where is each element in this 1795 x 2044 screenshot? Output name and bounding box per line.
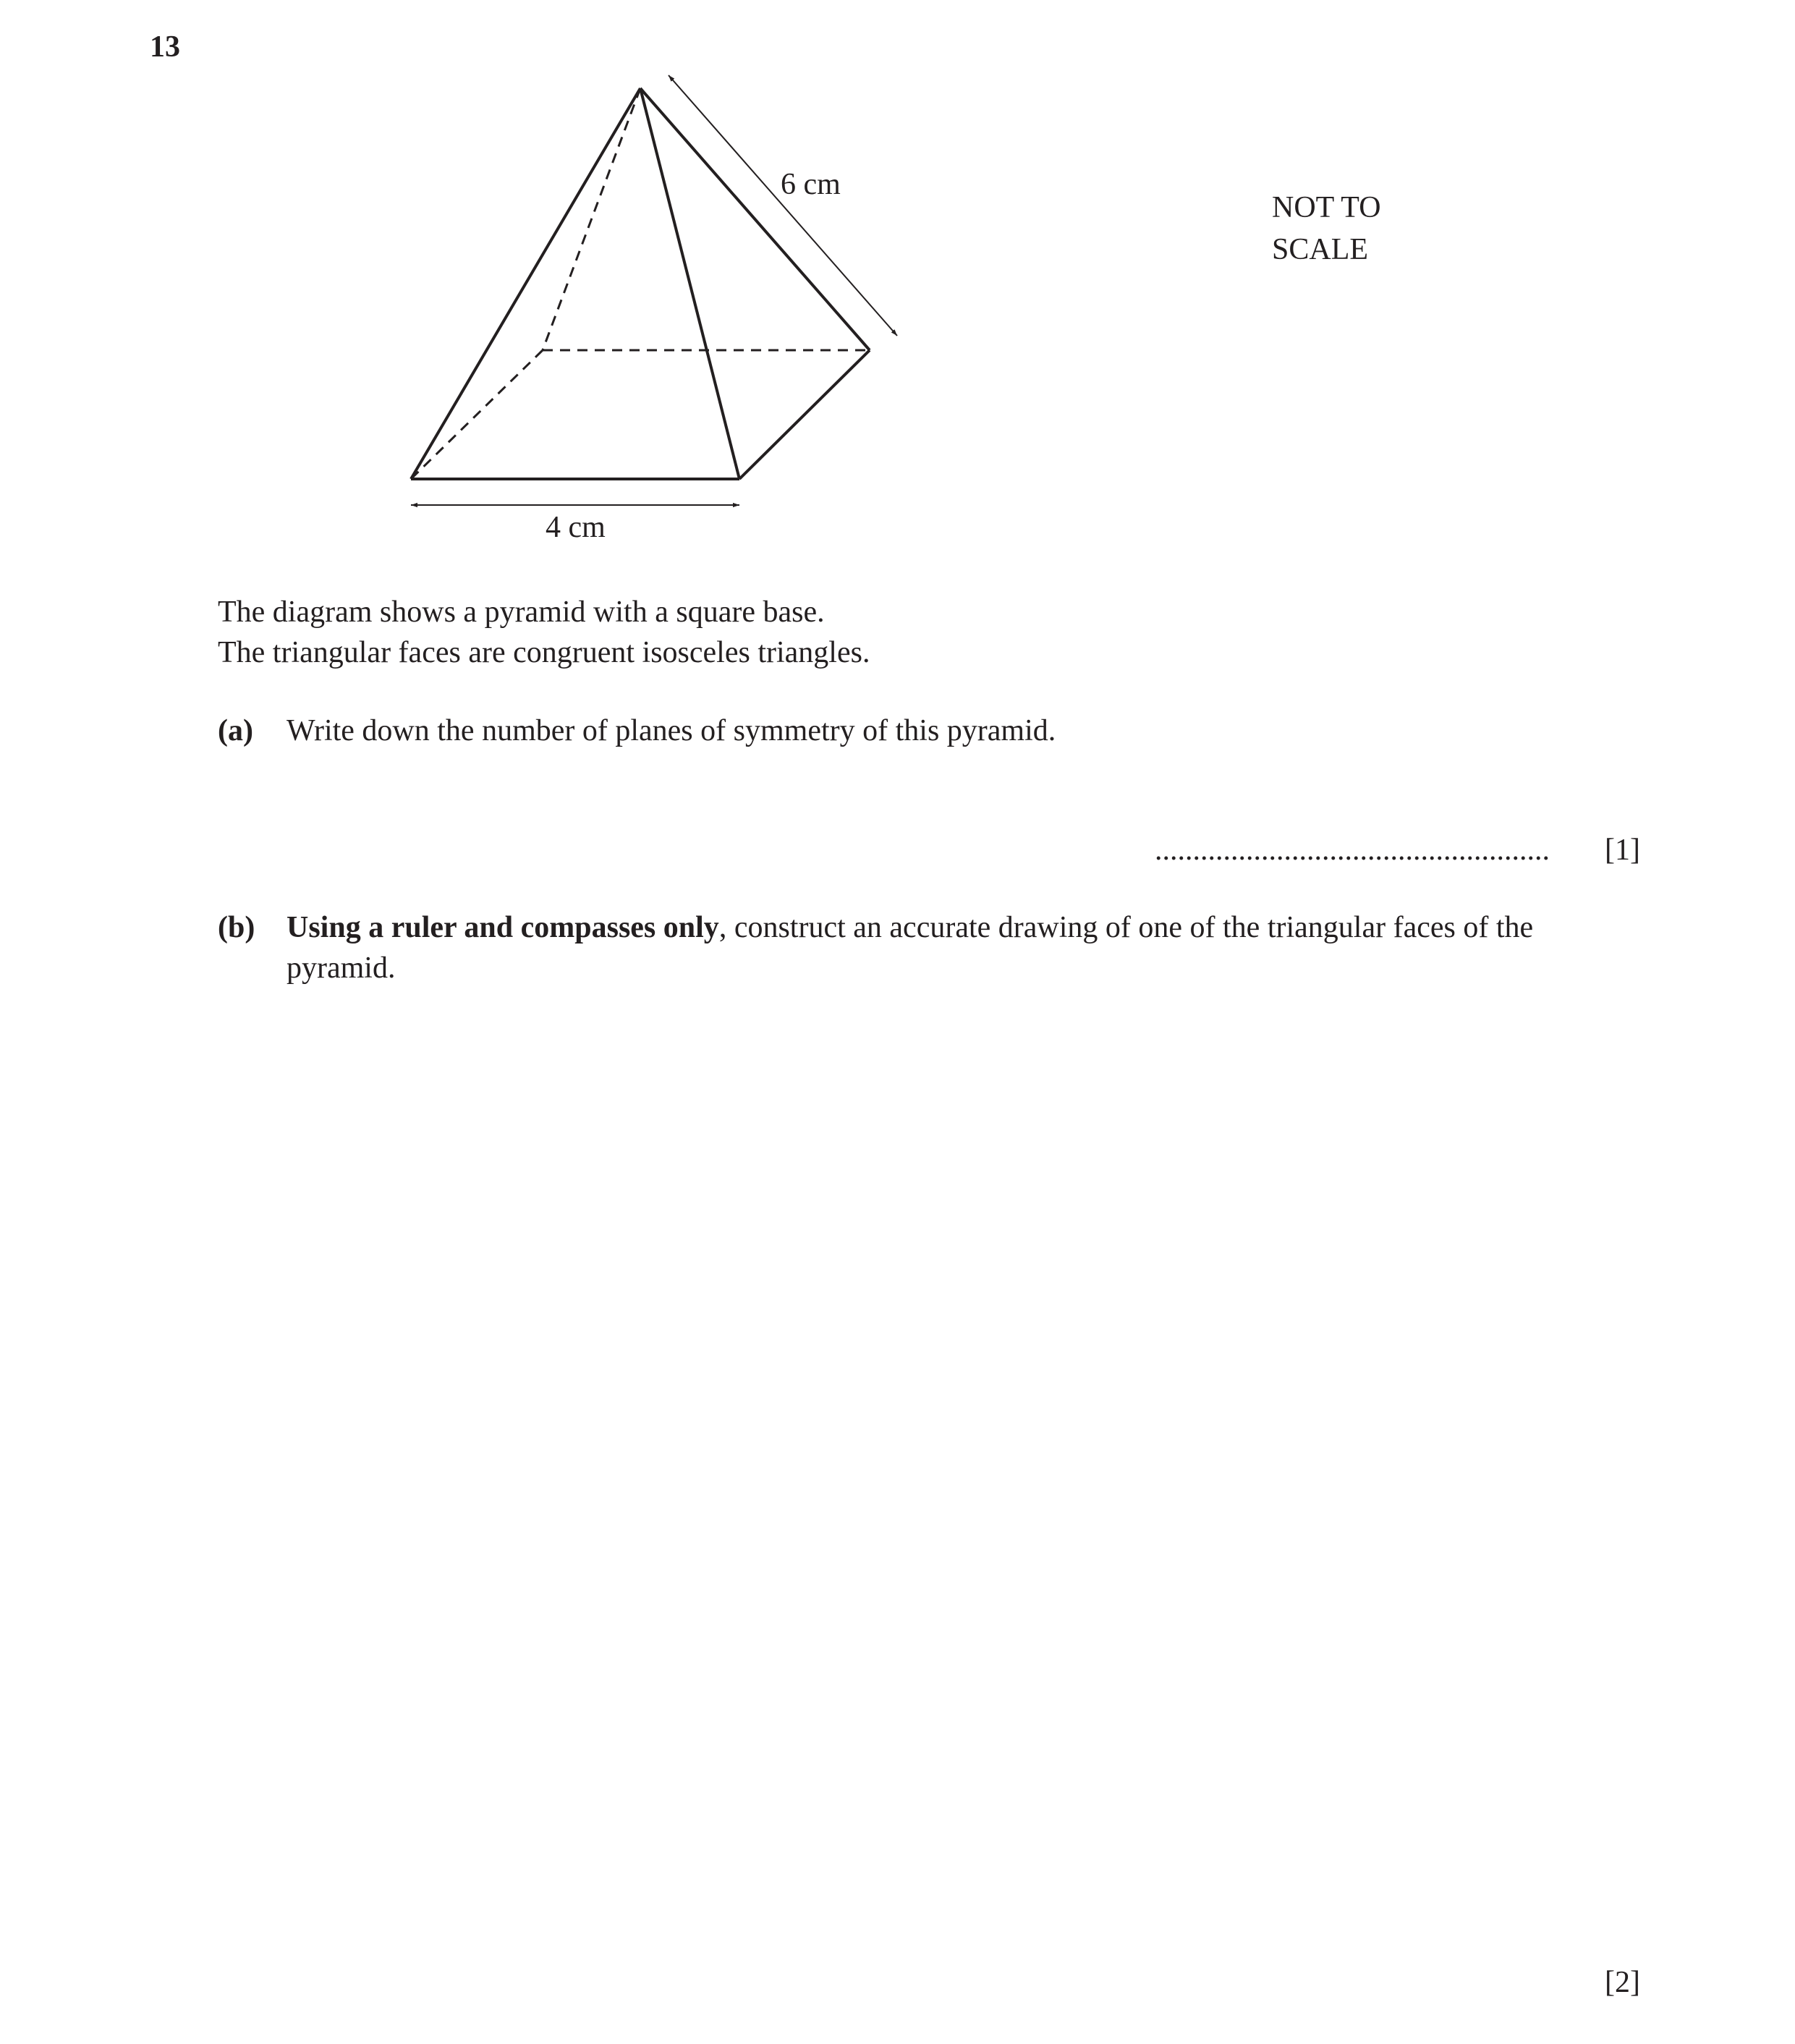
part-b-instruction-rest: , construct an accurate drawing of one of the triangular faces of the (718, 911, 1534, 944)
not-to-scale-note (1272, 187, 1381, 271)
edge-apex-front-left (411, 88, 640, 479)
part-b-drawing-area[interactable] (287, 1013, 1647, 1954)
part-a-label: (a) (218, 714, 253, 747)
edge-right-base (739, 350, 870, 479)
part-b-text (287, 907, 1647, 948)
question-number: 13 (150, 30, 180, 64)
part-b-label: (b) (218, 911, 255, 944)
not-to-scale-line2: SCALE (1272, 233, 1369, 266)
part-a-marks: [1] (1605, 834, 1640, 867)
stem-line-2: The triangular faces are congruent isosceles triangles. (218, 636, 870, 669)
not-to-scale-line1: NOT TO (1272, 191, 1381, 224)
part-a-text: Write down the number of planes of symmetry of this pyramid. (287, 714, 1056, 747)
part-b-marks: [2] (1605, 1966, 1640, 1999)
part-a (0, 711, 1795, 754)
question-stem (218, 592, 870, 673)
part-a-answer-area (1155, 830, 1550, 870)
part-b-text-line2: pyramid. (287, 951, 396, 985)
hidden-edge-apex-back-left (543, 88, 640, 350)
part-b-instruction-bold: Using a ruler and compasses only (287, 911, 719, 944)
part-b (0, 907, 1795, 994)
part-a-answer-dots[interactable]: .................................................... (1155, 834, 1550, 867)
base-edge-label: 4 cm (546, 511, 606, 544)
hidden-edges (411, 88, 870, 479)
visible-edges (411, 88, 870, 479)
slant-edge-label: 6 cm (781, 168, 841, 201)
pyramid-diagram (0, 0, 1795, 579)
stem-line-1: The diagram shows a pyramid with a square base. (218, 595, 825, 629)
slant-dimension-arrow (669, 75, 897, 336)
